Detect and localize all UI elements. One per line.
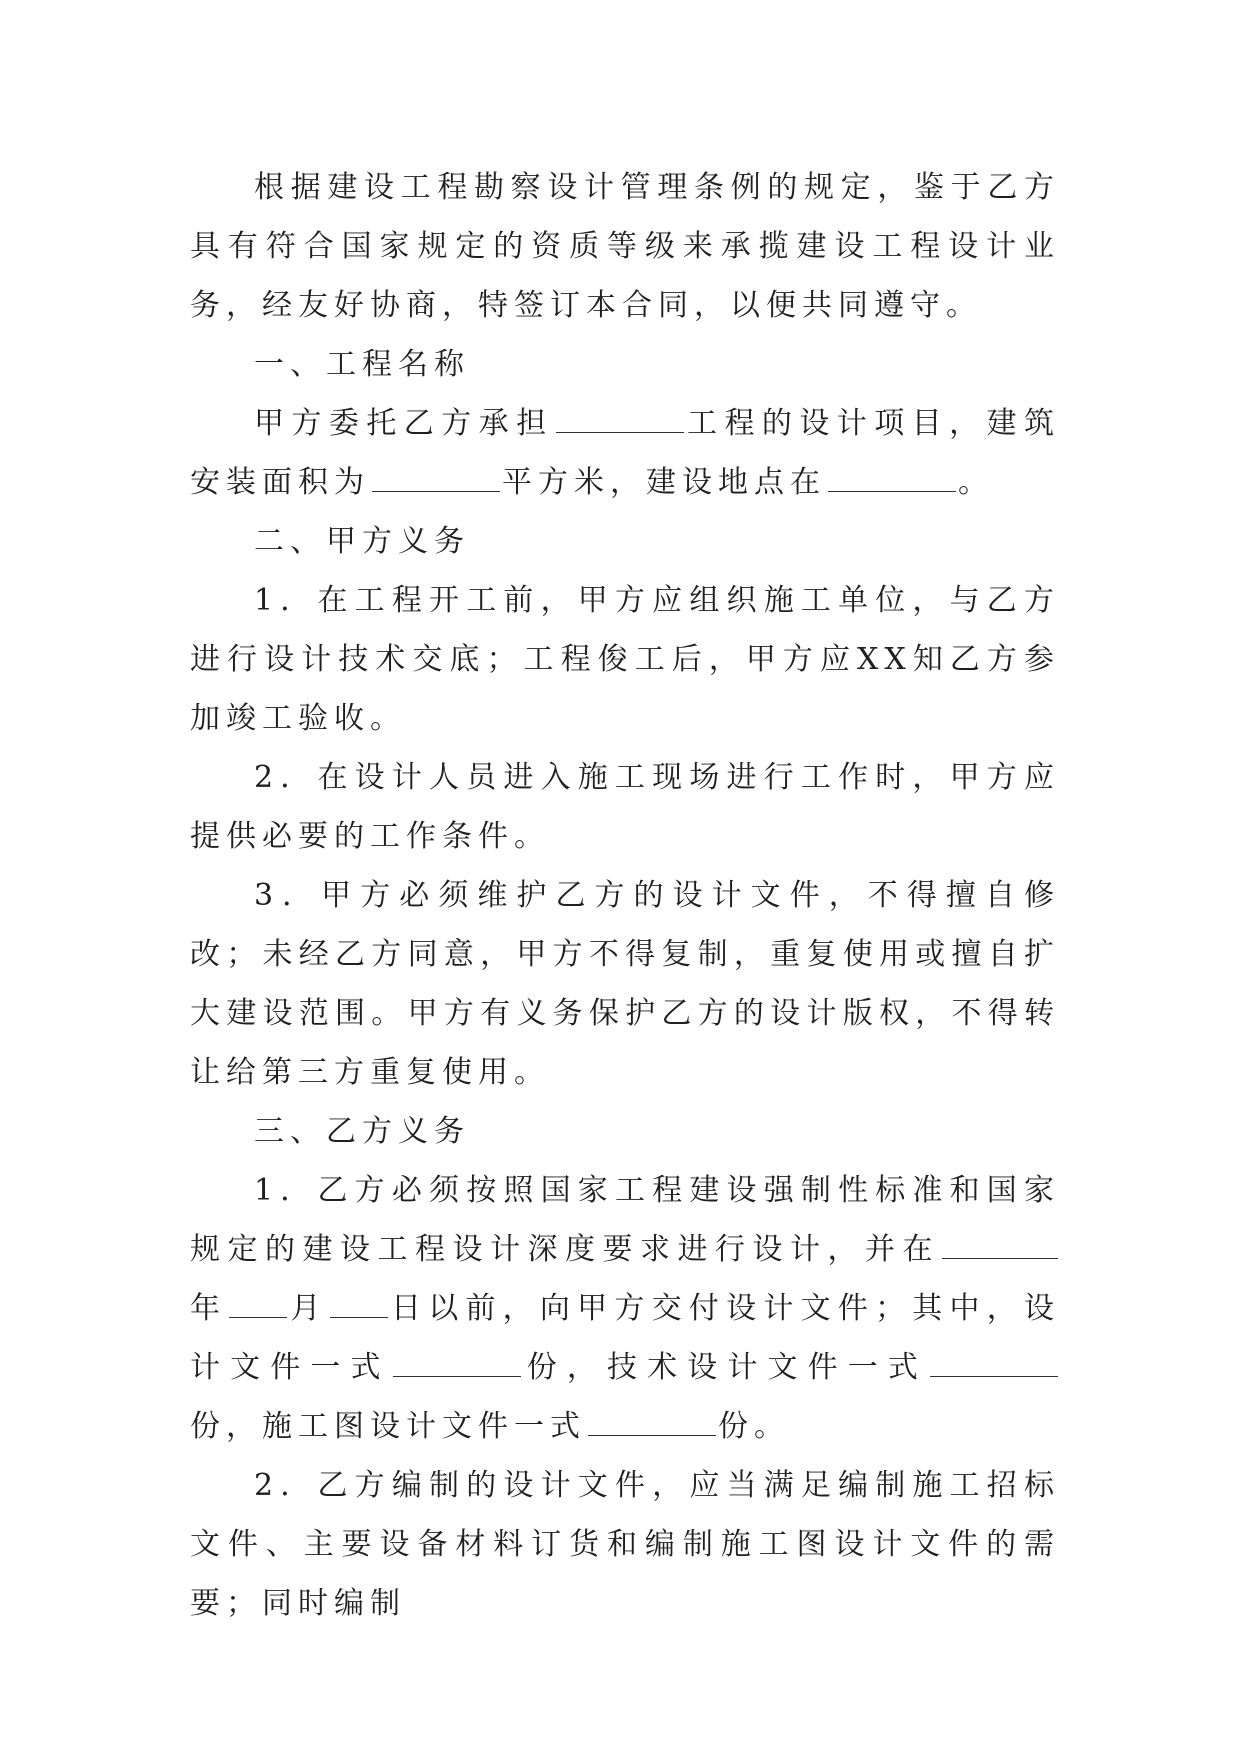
section-heading-project-name: 一、工程名称 (254, 347, 470, 382)
document-body (190, 158, 1060, 1633)
text-fragment: 份，技术设计文件一式 (522, 1350, 928, 1385)
party-a-clause-3: 3．甲方必须维护乙方的设计文件，不得擅自修改；未经乙方同意，甲方不得复制，重复使用或擅自扩大建设范围。甲方有义务保护乙方的设计版权，不得转让给第三方重复使用。 (190, 878, 1060, 1090)
text-fragment: 1．乙方必须按照国家工程建设强制性标准和国家规定的建设工程设计深度要求进行设计，并在 (190, 1173, 1060, 1267)
text-fragment: 月 (289, 1291, 328, 1326)
blank-project-name (556, 410, 684, 433)
text-fragment: 年 (190, 1291, 228, 1326)
blank-construction-copies (588, 1413, 716, 1436)
party-a-clause-1: 1．在工程开工前，甲方应组织施工单位，与乙方进行设计技术交底；工程俊工后，甲方应XX知乙方参加竣工验收。 (190, 583, 1060, 736)
project-name-paragraph (190, 394, 1060, 512)
blank-design-copies (393, 1354, 521, 1377)
text-fragment: 份。 (718, 1409, 790, 1444)
blank-day (330, 1295, 388, 1318)
party-a-clause-2: 2．在设计人员进入施工现场进行工作时，甲方应提供必要的工作条件。 (190, 760, 1060, 854)
section-heading-party-b: 三、乙方义务 (254, 1114, 470, 1149)
blank-area (372, 469, 500, 492)
party-b-clause-2: 2．乙方编制的设计文件，应当满足编制施工招标文件、主要设备材料订货和编制施工图设计文件的需要；同时编制 (190, 1468, 1060, 1621)
text-fragment: 工程的设计项目，建筑安装面积为 (190, 406, 1061, 500)
text-fragment: 甲方委托乙方承担 (254, 406, 554, 441)
intro-paragraph: 根据建设工程勘察设计管理条例的规定，鉴于乙方具有符合国家规定的资质等级来承揽建设工程设计业务，经友好协商，特签订本合同，以便共同遵守。 (190, 170, 1060, 323)
text-fragment: 平方米，建设地点在 (502, 465, 826, 500)
section-heading-party-a: 二、甲方义务 (254, 524, 470, 559)
blank-technical-copies (930, 1354, 1058, 1377)
text-fragment: 。 (958, 465, 994, 500)
blank-month (229, 1295, 287, 1318)
party-b-clause-1 (190, 1161, 1060, 1456)
blank-location (828, 469, 956, 492)
blank-year (942, 1236, 1058, 1259)
text-fragment: 份，施工图设计文件一式 (190, 1409, 586, 1444)
text-fragment: 日以前，向甲方交付设计文件；其中，设计文件一式 (190, 1291, 1061, 1385)
